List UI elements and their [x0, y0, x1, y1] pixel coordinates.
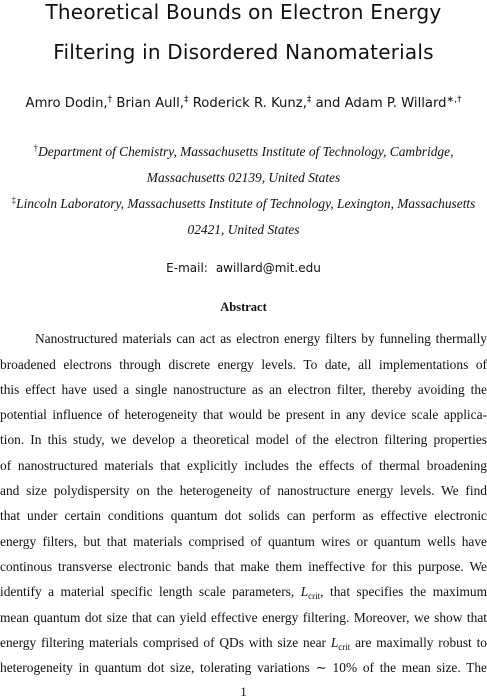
abstract-line: mean quantum dot size that can yield effective energy filtering. Moreover, we show that [0, 610, 487, 625]
math-var: L [330, 635, 339, 650]
email-address: awillard@mit.edu [215, 261, 321, 275]
paper-title-line-1: Theoretical Bounds on Electron Energy [45, 0, 442, 24]
affiliation-1-line-1 [0, 144, 487, 160]
affiliation-2-line-2: 02421, United States [187, 222, 300, 237]
author-mark: ∗,† [446, 95, 462, 105]
affiliation-text: Department of Chemistry, Massachusetts Institute of Technology, Cambridge, [38, 144, 454, 159]
affiliation-1-line-2: Massachusetts 02139, United States [146, 170, 341, 185]
abstract-line: potential influence of heterogeneity that would be present in any device scale applica- [0, 407, 487, 422]
abstract-line: and size polydispersity on the heterogeneity of nanostructure energy levels. We find [0, 483, 487, 498]
abstract-line: continous transverse electronic bands that make them ineffective for this purpose. We [0, 559, 487, 574]
abstract-heading: Abstract [220, 300, 267, 314]
page-number: 1 [240, 684, 247, 699]
math-var: L [300, 584, 309, 599]
affiliation-2-line-1 [0, 196, 487, 212]
author-mark: † [107, 95, 113, 105]
contact-email [0, 261, 487, 275]
abstract-line-with-lcrit [0, 635, 487, 651]
author-mark: ‡ [306, 95, 312, 105]
abstract-text: are maximally robust to [350, 635, 487, 650]
abstract-line: of nanostructured materials that explicitly includes the effects of thermal broadening [0, 458, 487, 473]
affiliation-mark: † [33, 143, 39, 153]
author-list [0, 96, 487, 111]
author-name: Roderick R. Kunz, [192, 96, 307, 111]
author-name: Brian Aull, [116, 96, 184, 111]
abstract-line: tion. In this study, we develop a theoretical model of the electron filtering properties [0, 432, 487, 447]
email-label: E-mail: [166, 261, 208, 275]
abstract-line: broadened electrons through discrete energy levels. To date, all implementations of [0, 357, 487, 372]
paper-title-line-2: Filtering in Disordered Nanomaterials [53, 40, 434, 64]
abstract-text: energy filtering materials comprised of QDs with size near [0, 635, 331, 650]
abstract-text: identify a material specific length scale parameters, [0, 584, 301, 599]
abstract-line: this effect have used a single nanostructure as an electron filter, thereby avoiding the [0, 382, 487, 397]
abstract-text: , that specifies the maximum [320, 584, 487, 599]
math-sub: crit [308, 591, 321, 601]
math-sub: crit [338, 642, 351, 652]
affiliation-text: Lincoln Laboratory, Massachusetts Institute of Technology, Lexington, Massachusetts [16, 196, 476, 211]
author-name: and Adam P. Willard [315, 96, 447, 111]
abstract-line-with-lcrit [0, 584, 487, 600]
author-mark: ‡ [184, 95, 189, 105]
abstract-line: heterogeneity in quantum dot size, tolerating variations ∼ 10% of the mean size. The [0, 660, 487, 675]
abstract-line: Nanostructured materials can act as electron energy filters by funneling thermally [35, 331, 487, 346]
abstract-line: energy filters, but that materials comprised of quantum wires or quantum wells have [0, 534, 487, 549]
abstract-line: that under certain conditions quantum dot solids can perform as effective electronic [0, 508, 487, 523]
affiliation-mark: ‡ [11, 195, 17, 205]
author-name: Amro Dodin, [25, 96, 108, 111]
